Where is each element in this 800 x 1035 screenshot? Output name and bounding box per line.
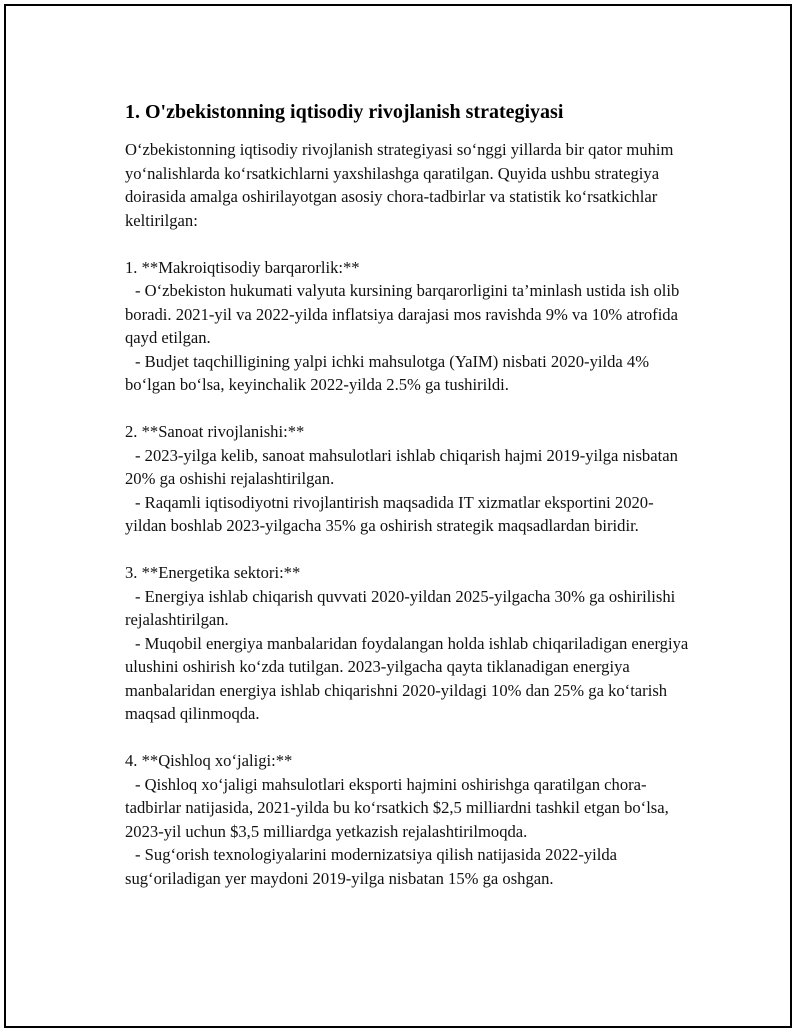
section-industrial-development [125,420,694,538]
list-item: - Energiya ishlab chiqarish quvvati 2020-yildan 2025-yilgacha 30% ga oshirilishi rejalashtirilgan. [125,586,676,629]
section-heading: 3. **Energetika sektori:** [125,563,301,582]
list-item: - Raqamli iqtisodiyotni rivojlantirish maqsadida IT xizmatlar eksportini 2020-yildan boshlab 2023-yilgacha 35% ga oshirish strategik maqsadlardan biridir. [125,492,654,535]
section-agriculture [125,749,694,890]
list-item: - 2023-yilga kelib, sanoat mahsulotlari ishlab chiqarish hajmi 2019-yilga nisbatan 20% ga oshishi rejalashtirilgan. [125,445,678,488]
section-heading: 2. **Sanoat rivojlanishi:** [125,422,305,441]
page-frame [4,4,792,1028]
section-energy-sector [125,561,694,726]
list-item: - Qishloq xo‘jaligi mahsulotlari eksporti hajmini oshirishga qaratilgan chora-tadbirlar natijasida, 2021-yilda bu ko‘rsatkich $2,5 milliardni tashkil etgan bo‘lsa, 2023-yil uchun $3,5 milliardga yetkazish rejalashtirilmoqda. [125,774,669,841]
intro-paragraph: O‘zbekistonning iqtisodiy rivojlanish strategiyasi so‘nggi yillarda bir qator muhim yo‘nalishlarda ko‘rsatkichlarni yaxshilashga qaratilgan. Quyida ushbu strategiya doirasida amalga oshirilayotgan asosiy chora-tadbirlar va statistik ko‘rsatkichlar keltirilgan: [125,140,674,230]
list-item: - Budjet taqchilligining yalpi ichki mahsulotga (YaIM) nisbati 2020-yilda 4% bo‘lgan bo‘lsa, keyinchalik 2022-yilda 2.5% ga tushirildi. [125,351,650,394]
document-body [119,98,694,914]
list-item: - O‘zbekiston hukumati valyuta kursining barqarorligini ta’minlash ustida ish olib boradi. 2021-yil va 2022-yilda inflatsiya darajasi mos ravishda 9% va 10% atrofida qayd etilgan. [125,281,680,347]
document-title: 1. O'zbekistonning iqtisodiy rivojlanish strategiyasi [125,101,564,123]
list-item: - Muqobil energiya manbalaridan foydalangan holda ishlab chiqariladigan energiya ulushini oshirish ko‘zda tutilgan. 2023-yilgacha qayta tiklanadigan energiya manbalaridan energiya ishlab chiqarishni 2020-yildagi 10% dan 25% ga ko‘tarish maqsad qilinmoqda. [125,633,689,723]
list-item: - Sug‘orish texnologiyalarini modernizatsiya qilish natijasida 2022-yilda sug‘oriladigan yer maydoni 2019-yilga nisbatan 15% ga oshgan. [125,845,618,888]
section-macroeconomic-stability [125,256,694,397]
section-heading: 1. **Makroiqtisodiy barqarorlik:** [125,257,360,277]
section-heading: 4. **Qishloq xo‘jaligi:** [125,751,293,770]
